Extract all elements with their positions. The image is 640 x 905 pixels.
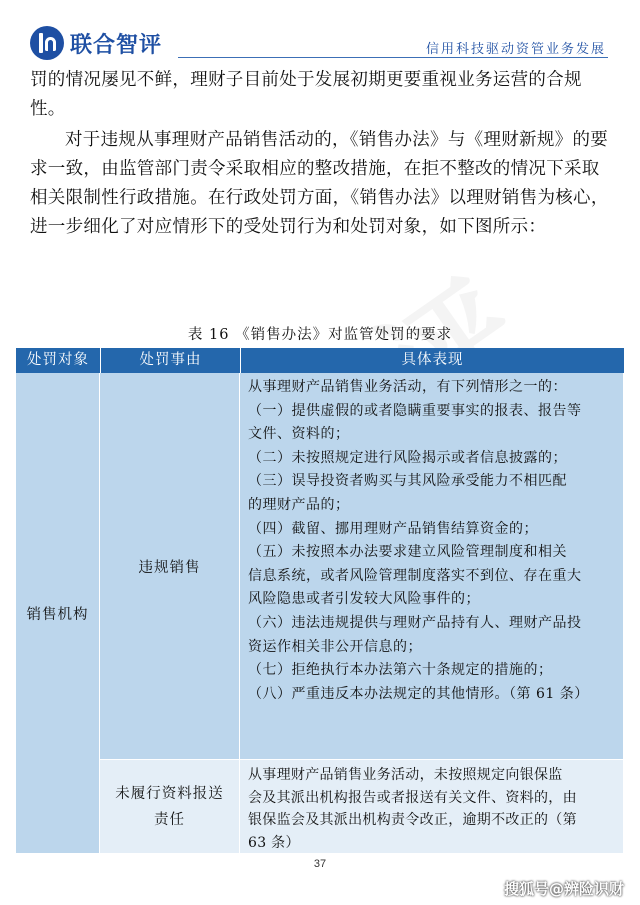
logo-text: 联合智评 (70, 32, 163, 58)
detail-line: （七）拒绝执行本办法第六十条规定的措施的； (248, 662, 553, 679)
penalty-table (16, 348, 624, 854)
detail-line: 资运作相关非公开信息的； (248, 638, 422, 655)
detail-line: 信息系统，或者风险管理制度落实不到位、存在重大 (248, 567, 582, 584)
detail-line: （二）未按照规定进行风险揭示或者信息披露的； (248, 449, 567, 466)
detail-line: （五）未按照本办法要求建立风险管理制度和相关 (248, 544, 567, 561)
target-label: 销售机构 (26, 606, 89, 623)
detail-cell-2 (240, 760, 624, 854)
logo-icon (30, 26, 64, 60)
paragraph-2: 对于违规从事理财产品销售活动的，《销售办法》与《理财新规》的要求一致，由监管部门责令采取相应的整改措施，在拒不整改的情况下采取相关限制性行政措施。在行政处罚方面，《销售办法》以理财销售为核心，进一步细化了对应情形下的受处罚行为和处罚对象，如下图所示： (30, 130, 609, 237)
detail-line: 从事理财产品销售业务活动，未按照规定向银保监 (248, 767, 563, 783)
detail-line: （六）违法违规提供与理财产品持有人、理财产品投 (248, 614, 582, 631)
reason-label-1: 违规销售 (138, 559, 201, 576)
header-divider (178, 57, 608, 58)
detail-line: 文件、资料的； (248, 426, 350, 443)
detail-line: （八）严重违反本办法规定的其他情形。（第 61 条） (248, 685, 589, 702)
logo (30, 26, 162, 60)
detail-line: （四）截留、挪用理财产品销售结算资金的； (248, 520, 538, 537)
target-cell (16, 373, 100, 854)
page-number: 37 (313, 858, 327, 870)
detail-line: （一）提供虚假的或者隐瞒重要事实的报表、报告等 (248, 402, 582, 419)
page-header (0, 0, 640, 64)
reason-cell-1 (100, 373, 240, 760)
reason-label-2: 未履行资料报送责任 (115, 785, 224, 828)
detail-line: 63 条） (248, 834, 300, 851)
header-subtitle: 信用科技驱动资管业务发展 (425, 42, 606, 57)
header-cell-target: 处罚对象 (16, 348, 100, 373)
detail-line: 从事理财产品销售业务活动，有下列情形之一的： (248, 379, 567, 395)
detail-line: 的理财产品的； (248, 496, 350, 513)
reason-cell-2 (100, 760, 240, 854)
table-caption: 表 16 《销售办法》对监管处罚的要求 (187, 327, 453, 343)
source-watermark: 搜狐号@辨险识财 (503, 880, 624, 898)
header-cell-reason: 处罚事由 (100, 348, 240, 373)
detail-line: 风险隐患或者引发较大风险事件的； (248, 591, 480, 608)
detail-line: 银保监会及其派出机构责令改正，逾期不改正的（第 (248, 812, 577, 828)
paragraph-1: 罚的情况屡见不鲜，理财子目前处于发展初期更要重视业务运营的合规性。 (30, 70, 582, 119)
detail-cell-1 (240, 373, 624, 760)
detail-line: 会及其派出机构报告或者报送有关文件、资料的，由 (248, 789, 577, 806)
header-cell-detail: 具体表现 (240, 348, 624, 373)
detail-line: （三）误导投资者购买与其风险承受能力不相匹配 (248, 473, 567, 490)
